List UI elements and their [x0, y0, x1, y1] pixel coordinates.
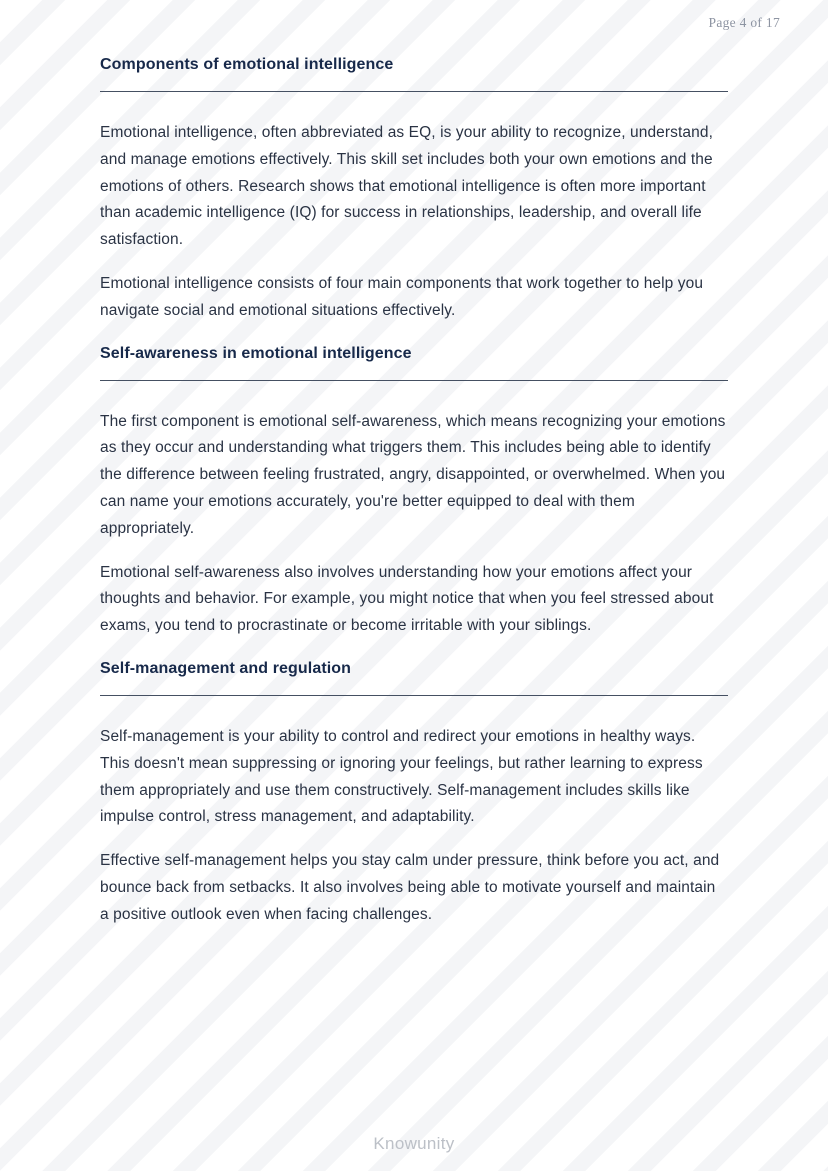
paragraph: Emotional intelligence, often abbreviated as EQ, is your ability to recognize, understand, and manage emotions effectively. This skill set includes both your own emotions and the emotions of others. Research shows that emotional intelligence is often more important than academic intelligence (IQ) for success in relationships, leadership, and overall life satisfaction. — [100, 124, 713, 249]
paragraph: Emotional self-awareness also involves understanding how your emotions affect your thoughts and behavior. For example, you might notice that when you feel stressed about exams, you tend to procrastinate or become irritable with your siblings. — [100, 563, 714, 635]
section-components — [100, 54, 728, 325]
heading-rule — [100, 380, 728, 381]
section-heading: Components of emotional intelligence — [100, 56, 394, 73]
section-self-management — [100, 658, 728, 929]
paragraph: Self-management is your ability to control and redirect your emotions in healthy ways. This doesn't mean suppressing or ignoring your feelings, but rather learning to express them appropriately and use them constructively. Self-management includes skills like impulse control, stress management, and adaptability. — [100, 727, 703, 826]
section-self-awareness — [100, 343, 728, 640]
paragraph: Emotional intelligence consists of four main components that work together to help you navigate social and emotional situations effectively. — [100, 274, 704, 319]
page-indicator: Page 4 of 17 — [708, 15, 780, 30]
footer-brand: Knowunity — [373, 1134, 455, 1153]
paragraph: Effective self-management helps you stay calm under pressure, think before you act, and bounce back from setbacks. It also involves being able to motivate yourself and maintain a positive outlook even when facing challenges. — [100, 852, 720, 923]
heading-rule — [100, 91, 728, 92]
document-content — [100, 54, 728, 939]
section-heading: Self-management and regulation — [100, 659, 352, 677]
paragraph: The first component is emotional self-awareness, which means recognizing your emotions as they occur and understanding what triggers them. This includes being able to identify the difference between feeling frustrated, angry, disappointed, or overwhelmed. When you can name your emotions accurately, you're better equipped to deal with them appropriately. — [100, 412, 726, 537]
section-heading: Self-awareness in emotional intelligence — [100, 344, 412, 362]
heading-rule — [100, 695, 728, 696]
